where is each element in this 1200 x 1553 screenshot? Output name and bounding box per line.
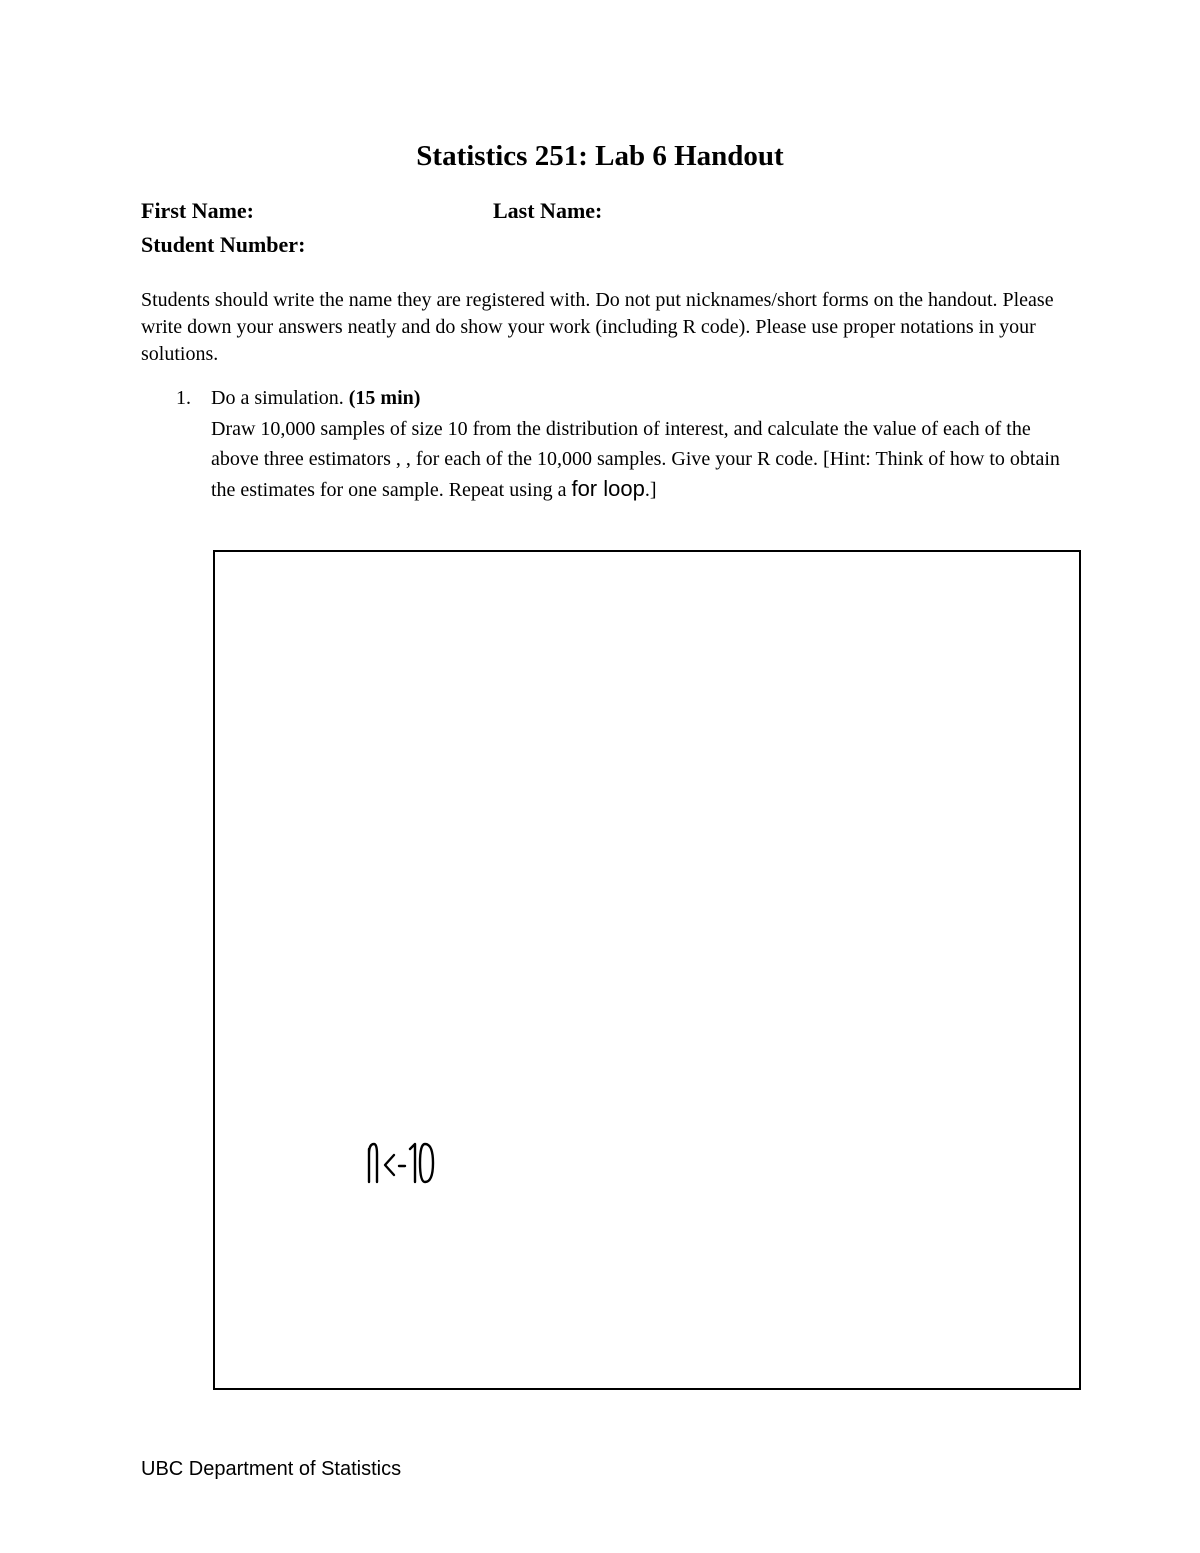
page-title: Statistics 251: Lab 6 Handout xyxy=(416,140,784,172)
first-name-label: First Name: xyxy=(141,198,255,223)
question-1-body xyxy=(211,415,1061,506)
question-1-lead: Do a simulation. xyxy=(211,387,344,409)
footer-department: UBC Department of Statistics xyxy=(141,1458,402,1480)
question-1-text-end: .] xyxy=(644,479,657,501)
question-1-number: 1. xyxy=(176,387,191,409)
question-1-time: (15 min) xyxy=(348,387,421,409)
student-number-label: Student Number: xyxy=(141,232,306,257)
question-1-heading xyxy=(211,387,420,410)
handwritten-strokes xyxy=(369,1144,433,1182)
instructions-paragraph: Students should write the name they are registered with. Do not put nicknames/short forms on the handout. Please write down your answers neatly and do show your work (including R code). Please use proper notations in your solutions. xyxy=(141,289,1054,365)
question-1-text: Draw 10,000 samples of size 10 from the distribution of interest, and calculate the value of each of the above three estimators , , for each of the 10,000 samples. Give your R code. [Hint: Think of how to obtain the estimates for one sample. Repeat using a xyxy=(211,418,1060,501)
for-loop-code: for loop xyxy=(571,476,645,501)
answer-box[interactable] xyxy=(213,550,1081,1390)
handwritten-answer xyxy=(362,1127,442,1187)
last-name-label: Last Name: xyxy=(493,198,603,223)
